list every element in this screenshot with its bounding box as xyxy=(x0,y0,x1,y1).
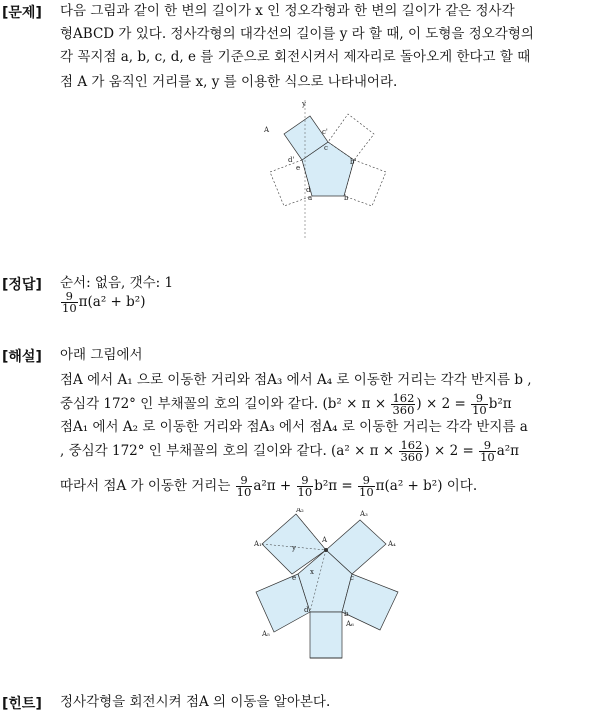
fig2-label-A4: A₄ xyxy=(388,540,396,548)
explanation-line-1: 점A 에서 A₁ 으로 이동한 거리와 점A₃ 에서 A₄ 로 이동한 거리는 각각 반지름 b , xyxy=(60,372,532,388)
fig2-label-A2: A₂ xyxy=(296,508,304,514)
explanation-line-2: 중심각 172° 인 부채꼴의 호의 길이와 같다. (b² × π × $\frac{162}{360}$ ) × 2 = $\frac{9}{10}$ b²π xyxy=(60,391,512,417)
square-bottom xyxy=(310,612,342,658)
fig2-label-d: d xyxy=(304,606,309,614)
fig1-label-e: e xyxy=(296,164,301,172)
problem-line-1: 다음 그림과 같이 한 변의 길이가 x 인 정오각형과 한 변의 길이가 같은 정사각 xyxy=(60,3,515,19)
fig1-label-d: d xyxy=(306,186,311,194)
explanation-figure xyxy=(248,508,408,663)
hint-tag: [힌트] xyxy=(2,696,42,712)
fig2-label-A: A xyxy=(322,536,328,544)
fig1-label-b: b xyxy=(344,194,349,202)
fig2-label-x: x xyxy=(310,568,314,576)
explanation-intro: 아래 그림에서 xyxy=(60,347,143,363)
answer-line-1: 순서: 없음, 갯수: 1 xyxy=(60,275,174,291)
hint-text: 정사각형을 회전시켜 점A 의 이동을 알아본다. xyxy=(60,694,331,710)
fig1-label-cp: c' xyxy=(322,128,328,136)
fig2-label-A6: A₆ xyxy=(346,620,354,628)
fig1-label-a: a xyxy=(308,194,313,202)
answer-fraction: $\frac{9}{10}$ xyxy=(62,289,77,315)
fig2-label-A1: A₁ xyxy=(254,540,262,548)
fig2-label-e: e xyxy=(292,574,297,582)
problem-figure xyxy=(250,100,410,240)
fig1-label-c: c xyxy=(324,144,328,152)
answer-line-2 xyxy=(60,291,145,314)
problem-line-2: 형ABCD 가 있다. 정사각형의 대각선의 길이를 y 라 할 때, 이 도형을 정오각형의 xyxy=(60,26,534,42)
answer-expression: π(a² + b²) xyxy=(78,294,146,310)
fig2-label-A5: A₅ xyxy=(262,630,270,638)
fig2-label-b: b xyxy=(344,610,349,618)
problem-line-4: 점 A 가 움직인 거리를 x, y 를 이용한 식으로 나타내어라. xyxy=(60,74,398,90)
fig1-label-y: y xyxy=(302,100,306,108)
fig2-label-y: y xyxy=(292,544,296,552)
explanation-line-3: 점A₁ 에서 A₂ 로 이동한 거리와 점A₃ 에서 점A₄ 로 이동한 거리는 각각 반지름 a xyxy=(60,419,528,435)
problem-tag: [문제] xyxy=(2,5,42,21)
explanation-line-4: , 중심각 172° 인 부채꼴의 호의 길이와 같다. (a² × π × $\frac{162}{360}$ ) × 2 = $\frac{9}{10}$ a²π xyxy=(60,438,520,464)
answer-tag: [정답] xyxy=(2,277,42,293)
fig2-label-c: c xyxy=(350,574,354,582)
fig1-label-A: A xyxy=(264,126,270,134)
problem-line-3: 각 꼭지점 a, b, c, d, e 를 기준으로 회전시켜서 제자리로 돌아오게 한다고 할 때 xyxy=(60,49,531,65)
explanation-tag: [해설] xyxy=(2,349,42,365)
fig1-label-bp: b' xyxy=(350,158,357,166)
explanation-line-5: 따라서 점A 가 이동한 거리는 $\frac{9}{10}$ a²π + $\frac{9}{10}$ b²π = $\frac{9}{10}$ π(a² + b²) 이다. xyxy=(60,473,478,499)
fig1-label-dp: d' xyxy=(288,156,295,164)
fig2-label-A3: A₃ xyxy=(360,510,368,518)
